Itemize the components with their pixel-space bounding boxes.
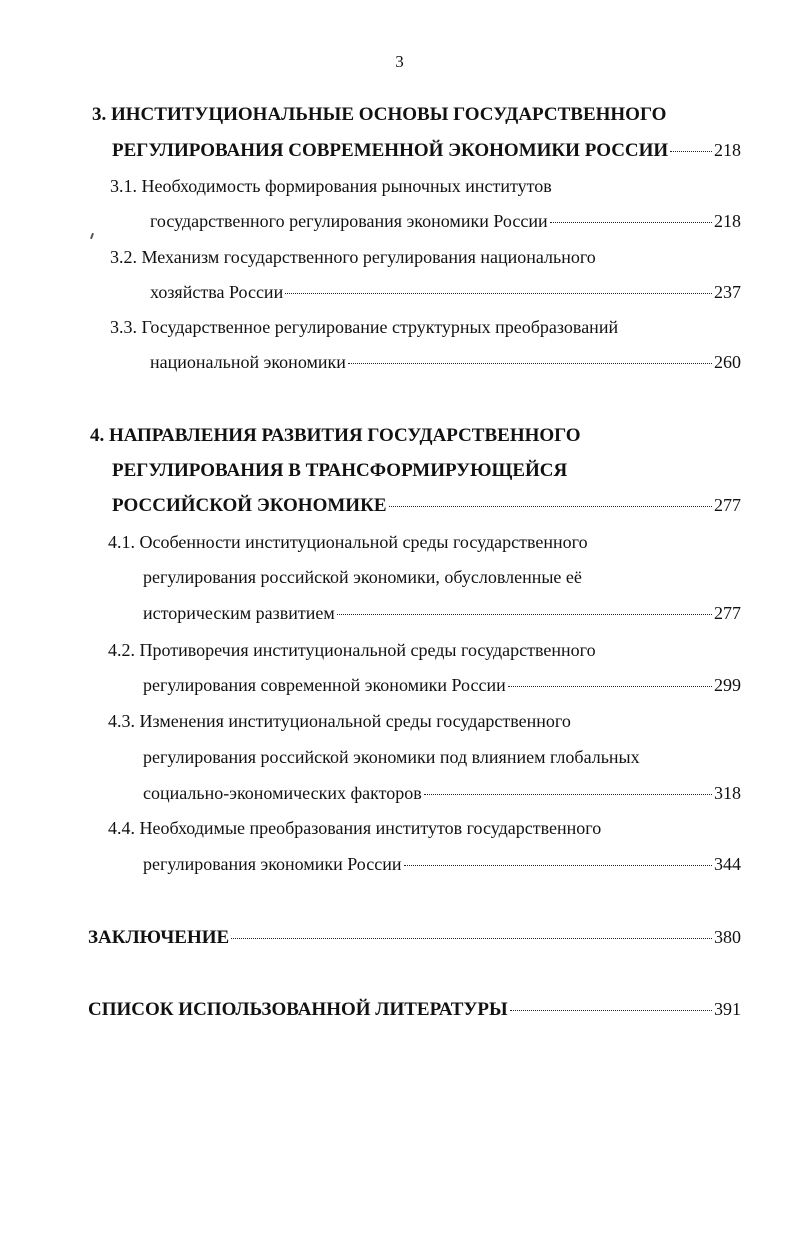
page-ref: 277 — [714, 495, 741, 515]
page-ref: 391 — [714, 999, 741, 1019]
toc-section-4-4-entry[interactable] — [143, 854, 741, 882]
toc-chapter-4-entry[interactable] — [112, 495, 741, 523]
toc-section-3-3-line2: национальной экономики — [150, 352, 346, 372]
leader-dots — [510, 1010, 712, 1011]
leader-dots — [348, 363, 712, 364]
toc-section-4-1-line3: историческим развитием — [143, 603, 335, 623]
toc-section-3-2-entry[interactable] — [150, 282, 741, 310]
toc-section-4-4-line2: регулирования экономики России — [143, 854, 402, 874]
page-ref: 344 — [714, 854, 741, 874]
toc-chapter-4-title-line3: РОССИЙСКОЙ ЭКОНОМИКЕ — [112, 495, 387, 516]
page-ref: 299 — [714, 675, 741, 695]
page-ref: 277 — [714, 603, 741, 623]
toc-references-entry[interactable] — [88, 999, 741, 1027]
page-number: 3 — [395, 52, 404, 71]
leader-dots — [404, 865, 713, 866]
toc-chapter-3-title-line1: 3. ИНСТИТУЦИОНАЛЬНЫЕ ОСНОВЫ ГОСУДАРСТВЕННОГО — [92, 104, 667, 125]
leader-dots — [231, 938, 712, 939]
toc-section-3-1-line2: государственного регулирования экономики России — [150, 211, 548, 231]
page-ref: 380 — [714, 927, 741, 947]
toc-references-label: СПИСОК ИСПОЛЬЗОВАННОЙ ЛИТЕРАТУРЫ — [88, 999, 508, 1020]
toc-section-4-3-line2: регулирования российской экономики под влиянием глобальных — [143, 747, 640, 767]
toc-section-3-2-line1: 3.2. Механизм государственного регулирования национального — [110, 247, 596, 267]
toc-chapter-3-entry[interactable] — [112, 140, 741, 168]
toc-section-4-1-entry[interactable] — [143, 603, 741, 631]
toc-chapter-4-title-line2: РЕГУЛИРОВАНИЯ В ТРАНСФОРМИРУЮЩЕЙСЯ — [112, 460, 568, 481]
toc-section-3-3-line1: 3.3. Государственное регулирование структурных преобразований — [110, 317, 619, 337]
page-ref: 218 — [714, 211, 741, 231]
page-ref: 260 — [714, 352, 741, 372]
toc-section-4-1-line1: 4.1. Особенности институциональной среды государственного — [108, 532, 588, 552]
toc-section-4-2-entry[interactable] — [143, 675, 741, 703]
toc-chapter-3-title-line2: РЕГУЛИРОВАНИЯ СОВРЕМЕННОЙ ЭКОНОМИКИ РОССИИ — [112, 140, 669, 161]
toc-section-4-3-entry[interactable] — [143, 783, 741, 811]
toc-chapter-4-title-line1: 4. НАПРАВЛЕНИЯ РАЗВИТИЯ ГОСУДАРСТВЕННОГО — [90, 425, 581, 446]
toc-section-4-3-line1: 4.3. Изменения институциональной среды государственного — [108, 711, 571, 731]
toc-section-3-2-line2: хозяйства России — [150, 282, 284, 302]
toc-conclusion-entry[interactable] — [88, 927, 741, 955]
toc-section-4-4-line1: 4.4. Необходимые преобразования институтов государственного — [108, 818, 602, 838]
toc-section-4-1-line2: регулирования российской экономики, обусловленные её — [143, 567, 582, 587]
toc-section-4-2-line1: 4.2. Противоречия институциональной среды государственного — [108, 640, 596, 660]
leader-dots — [670, 151, 712, 152]
toc-section-4-3-line3: социально-экономических факторов — [143, 783, 422, 803]
leader-dots — [389, 506, 712, 507]
leader-dots — [337, 614, 712, 615]
page-ref: 318 — [714, 783, 741, 803]
toc-section-3-1-entry[interactable] — [150, 211, 741, 239]
page-ref: 218 — [714, 140, 741, 160]
toc-conclusion-label: ЗАКЛЮЧЕНИЕ — [88, 927, 230, 948]
leader-dots — [550, 222, 712, 223]
toc-section-4-2-line2: регулирования современной экономики России — [143, 675, 506, 695]
leader-dots — [508, 686, 712, 687]
leader-dots — [424, 794, 712, 795]
toc-section-3-3-entry[interactable] — [150, 352, 741, 380]
toc-section-3-1-line1: 3.1. Необходимость формирования рыночных институтов — [110, 176, 552, 196]
scan-speck — [90, 233, 94, 239]
leader-dots — [285, 293, 712, 294]
page-ref: 237 — [714, 282, 741, 302]
